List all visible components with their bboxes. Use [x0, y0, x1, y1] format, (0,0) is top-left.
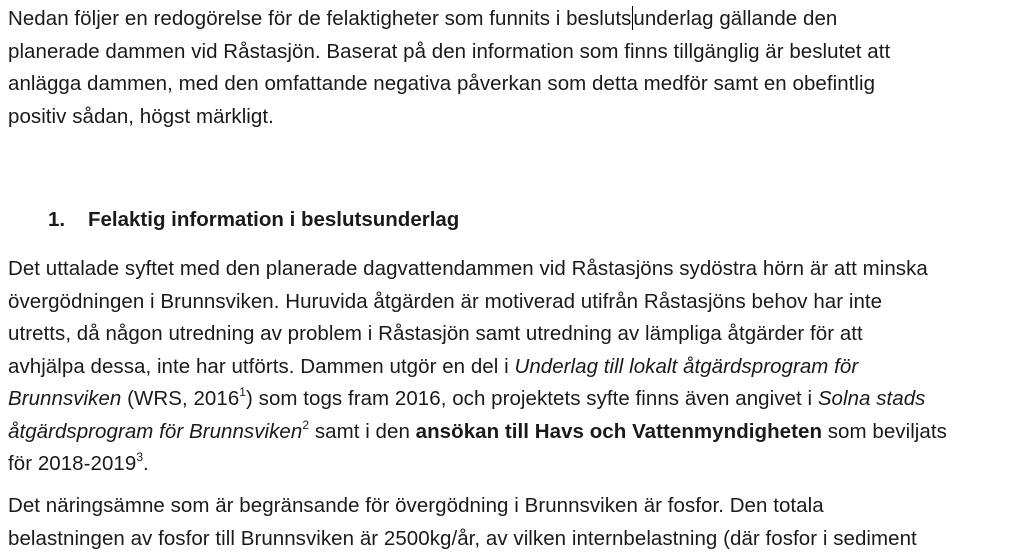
- intro-line-3: anlägga dammen, med den omfattande negativa påverkan som detta medför samt en obefintlig: [8, 68, 1018, 101]
- para3-line-2: belastningen av fosfor till Brunnsviken är 2500kg/år, av vilken internbelastning (där fosfor i sediment: [8, 523, 1020, 555]
- para2-line-7: för 2018-2019$^3$.: [8, 448, 1020, 481]
- intro-paragraph: [8, 3, 1018, 133]
- body-paragraph-2: [8, 490, 1020, 555]
- footnote-ref-3[interactable]: 3: [136, 450, 143, 464]
- para3-line-1: Det näringsämne som är begränsande för övergödning i Brunnsviken är fosfor. Den totala: [8, 490, 1020, 523]
- section-heading: [48, 204, 459, 236]
- section-title: Felaktig information i beslutsunderlag: [88, 208, 459, 231]
- body-paragraph-1: [8, 253, 1020, 481]
- footnote-ref-2[interactable]: 2: [302, 418, 309, 432]
- footnote-ref-1[interactable]: 1: [239, 385, 246, 399]
- para2-line-6: åtgärdsprogram för Brunnsviken$^2$ samt i den ansökan till Havs och Vattenmyndigheten som beviljats: [8, 416, 1020, 449]
- para2-line-5: Brunnsviken (WRS, 2016$^1$) som togs fram 2016, och projektets syfte finns även angivet i Solna stads: [8, 383, 1020, 416]
- para2-line-3: utretts, då någon utredning av problem i Råstasjön samt utredning av lämpliga åtgärder för att: [8, 318, 1020, 351]
- intro-line-4: positiv sådan, högst märkligt.: [8, 101, 1018, 134]
- para2-line-2: övergödningen i Brunnsviken. Huruvida åtgärden är motiverad utifrån Råstasjöns behov har inte: [8, 286, 1020, 319]
- intro-line-1: Nedan följer en redogörelse för de felaktigheter som funnits i beslutsunderlag gällande den: [8, 3, 1018, 36]
- para2-line-4: avhjälpa dessa, inte har utförts. Dammen utgör en del i Underlag till lokalt åtgärdsprogram för: [8, 351, 1020, 384]
- section-number: 1.: [48, 204, 88, 236]
- para2-line-1: Det uttalade syftet med den planerade dagvattendammen vid Råstasjöns sydöstra hörn är att minska: [8, 253, 1020, 286]
- reference-title: Underlag till lokalt åtgärdsprogram för: [514, 355, 858, 378]
- bold-application-text: ansökan till Havs och Vattenmyndigheten: [416, 420, 822, 443]
- intro-line-2: planerade dammen vid Råstasjön. Baserat på den information som finns tillgänglig är beslutet att: [8, 36, 1018, 69]
